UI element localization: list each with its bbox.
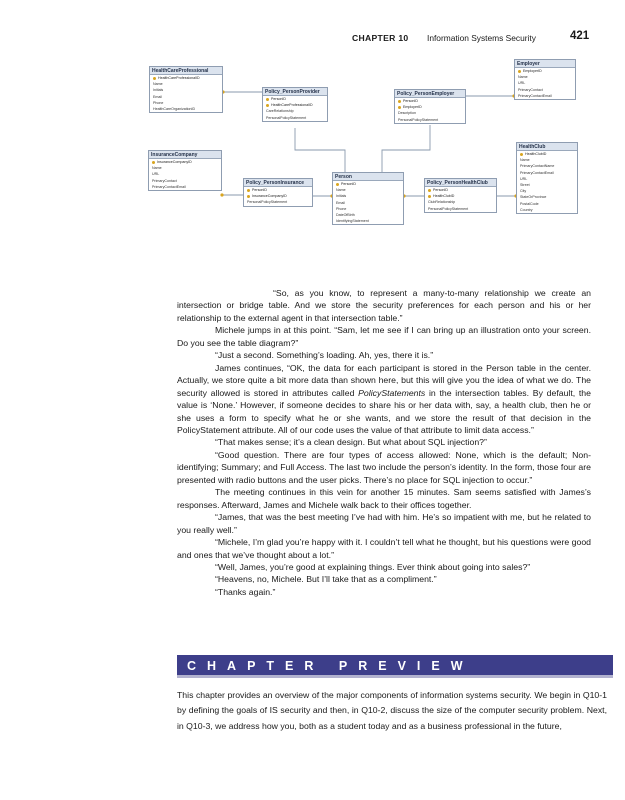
paragraph: “Just a second. Something’s loading. Ah, yes, there it is.” (215, 350, 434, 361)
field-name: Name (518, 75, 528, 80)
table-title: Policy_PersonHealthClub (425, 179, 496, 187)
field-name: Country (520, 207, 533, 212)
paragraph: “Good question. There are four types of access allowed: None, which is the default; Non-identifying; Summary; and Full Access. The last two include the person’s identity. In the form, those four are presented with radio buttons and the user picks. There’s no place for SQL injection to occur.” (177, 449, 591, 485)
field-name: PersonID (433, 188, 448, 192)
key-end-marker (220, 193, 223, 196)
table-insurance-company (148, 150, 222, 191)
field-name: PersonID (341, 182, 356, 186)
table-title: HealthClub (517, 143, 577, 151)
relationship-lines (0, 0, 625, 260)
field-name: PersonID (252, 188, 267, 192)
key-icon (398, 100, 401, 103)
table-policy-person-employer (394, 89, 466, 124)
key-icon (518, 70, 521, 73)
field-name: PersonID (271, 97, 286, 101)
table-field (517, 207, 577, 213)
paragraph-part: in the intersection tables. By default, the value is ‘None.’ However, if someone decides to share his or her data with, say, a health club, then he or she uses a form to specify what he or she wants, and we store the result of that decision in the PolicyStatement attribute. All of our code uses the value of that attribute to limit data access.” (177, 387, 591, 435)
paragraph: “That makes sense; it’s a clean design. But what about SQL injection?” (215, 437, 487, 448)
field-name: Initials (336, 194, 347, 199)
italic-term: PolicyStatements (358, 387, 426, 398)
field-name: HealthCareProfessionalID (158, 76, 200, 80)
field-name: Street (520, 182, 530, 187)
field-name: HealthCareProfessionalID (271, 103, 313, 108)
chapter-preview-text: This chapter provides an overview of the major components of information systems security. We begin in Q10-1 by defining the goals of IS security and then, in Q10-2, discuss the size of the computer security problem. Next, in Q10-3, we address how you, both as a student today and as a business professional in the future, (177, 690, 607, 731)
field-name: InsuranceCompanyID (157, 160, 192, 164)
table-title: Policy_PersonEmployer (395, 90, 465, 98)
key-icon (398, 106, 401, 109)
key-icon (247, 195, 250, 198)
header-title: Information Systems Security (427, 33, 536, 43)
field-name: HealthCareOrganizationID (153, 106, 196, 111)
table-diagram (0, 0, 625, 260)
field-name: HealthClubID (433, 194, 455, 199)
table-policy-person-insurance (243, 178, 313, 207)
paragraph: “Heavens, no, Michele. But I’ll take that as a compliment.” (215, 574, 437, 585)
field-name: PersonalPolicyStatement (398, 117, 439, 122)
key-icon (266, 98, 269, 101)
table-healthcare-professional (149, 66, 223, 113)
field-name: PrimaryContactEmail (520, 170, 554, 175)
line-provider-person (295, 128, 345, 172)
field-name: EmployerID (403, 105, 422, 110)
key-icon (428, 189, 431, 192)
line-employer-person (382, 125, 430, 172)
paragraph: Michele jumps in at this point. “Sam, let me see if I can bring up an illustration onto your screen. Do you see the table diagram?” (177, 325, 591, 348)
paragraph: “Michele, I’m glad you’re happy with it. I couldn’t tell what he thought, but his questions were good and ones that we’ve thought about a lot.” (177, 537, 591, 560)
field-name: URL (520, 176, 528, 181)
field-name: Name (336, 188, 346, 193)
paragraph: “So, as you know, to represent a many-to-many relationship we create an intersection or bridge table. And we store the security preferences for each person and his or her relationship to the external agent in that intersection table.” (177, 288, 591, 323)
table-title: Person (333, 173, 403, 181)
table-title: HealthCareProfessional (150, 67, 222, 75)
table-person (332, 172, 404, 225)
paragraph: “James, that was the best meeting I’ve had with him. He’s so impatient with me, but he related to you really well.” (177, 512, 591, 535)
key-icon (428, 195, 431, 198)
paragraph: “Thanks again.” (215, 586, 276, 597)
story-text (177, 287, 591, 598)
field-name: PersonalPolicyStatement (266, 115, 307, 120)
table-title: Employer (515, 60, 575, 68)
field-name: DateOfBirth (336, 212, 355, 217)
field-name: Phone (153, 100, 164, 105)
table-healthclub (516, 142, 578, 214)
field-name: InsuranceCompanyID (252, 194, 287, 199)
table-field (150, 106, 222, 112)
chapter-preview-band (177, 655, 613, 678)
field-name: Email (336, 200, 345, 205)
field-name: ClubRelationship (428, 200, 456, 205)
table-field (263, 115, 327, 121)
field-name: Name (152, 166, 162, 171)
paragraph: “Well, James, you’re good at explaining things. Ever think about going into sales?” (215, 561, 531, 572)
table-field (515, 93, 575, 99)
table-policy-person-healthclub (424, 178, 497, 213)
paragraph-part: James continues, “OK, the data for each participant is stored in the Person table in the center. Actually, we store quite a bit more data than shown here, but this will give you the idea of what we do. The security allowed is stored in attributes called (177, 362, 591, 398)
field-name: PrimaryContactEmail (518, 93, 552, 98)
field-name: EmployerID (523, 69, 542, 73)
paragraph: The meeting continues in this vein for another 15 minutes. Sam seems satisfied with James’s responses. Afterward, James and Michele walk back to their offices together. (177, 487, 591, 510)
field-name: URL (518, 81, 526, 86)
table-title: Policy_PersonInsurance (244, 179, 312, 187)
field-name: PersonalPolicyStatement (247, 200, 288, 205)
field-name: PrimaryContactEmail (152, 184, 186, 189)
key-icon (266, 104, 269, 107)
key-icon (247, 189, 250, 192)
key-icon (520, 153, 523, 156)
field-name: StateOrProvince (520, 195, 547, 200)
field-name: PersonalPolicyStatement (428, 206, 469, 211)
key-icon (152, 161, 155, 164)
field-name: City (520, 189, 527, 194)
field-name: Name (520, 158, 530, 163)
page-number: 421 (570, 30, 590, 42)
field-name: Phone (336, 206, 347, 211)
field-name: Description (398, 111, 416, 116)
field-name: HealthClubID (525, 152, 547, 156)
field-name: Name (153, 82, 163, 87)
table-title: Policy_PersonProvider (263, 88, 327, 96)
key-icon (153, 77, 156, 80)
header-chapter: CHAPTER 10 (352, 33, 409, 43)
field-name: IdentifyingStatement (336, 219, 369, 224)
field-name: CareRelationship (266, 109, 294, 114)
field-name: Email (153, 94, 162, 99)
key-icon (336, 183, 339, 186)
table-field (395, 117, 465, 123)
field-name: PostalCode (520, 201, 539, 206)
table-title: InsuranceCompany (149, 151, 221, 159)
field-name: PrimaryContact (518, 87, 543, 92)
table-employer (514, 59, 576, 100)
field-name: Initials (153, 88, 164, 93)
field-name: URL (152, 172, 160, 177)
field-name: PrimaryContact (152, 178, 177, 183)
table-field (333, 218, 403, 224)
field-name: PrimaryContactName (520, 164, 555, 169)
chapter-preview-title: CHAPTER PREVIEW (187, 659, 474, 673)
table-field (425, 206, 496, 212)
paragraph (177, 362, 591, 437)
table-policy-person-provider (262, 87, 328, 122)
table-field (149, 184, 221, 190)
table-field (244, 199, 312, 205)
field-name: PersonID (403, 99, 418, 103)
